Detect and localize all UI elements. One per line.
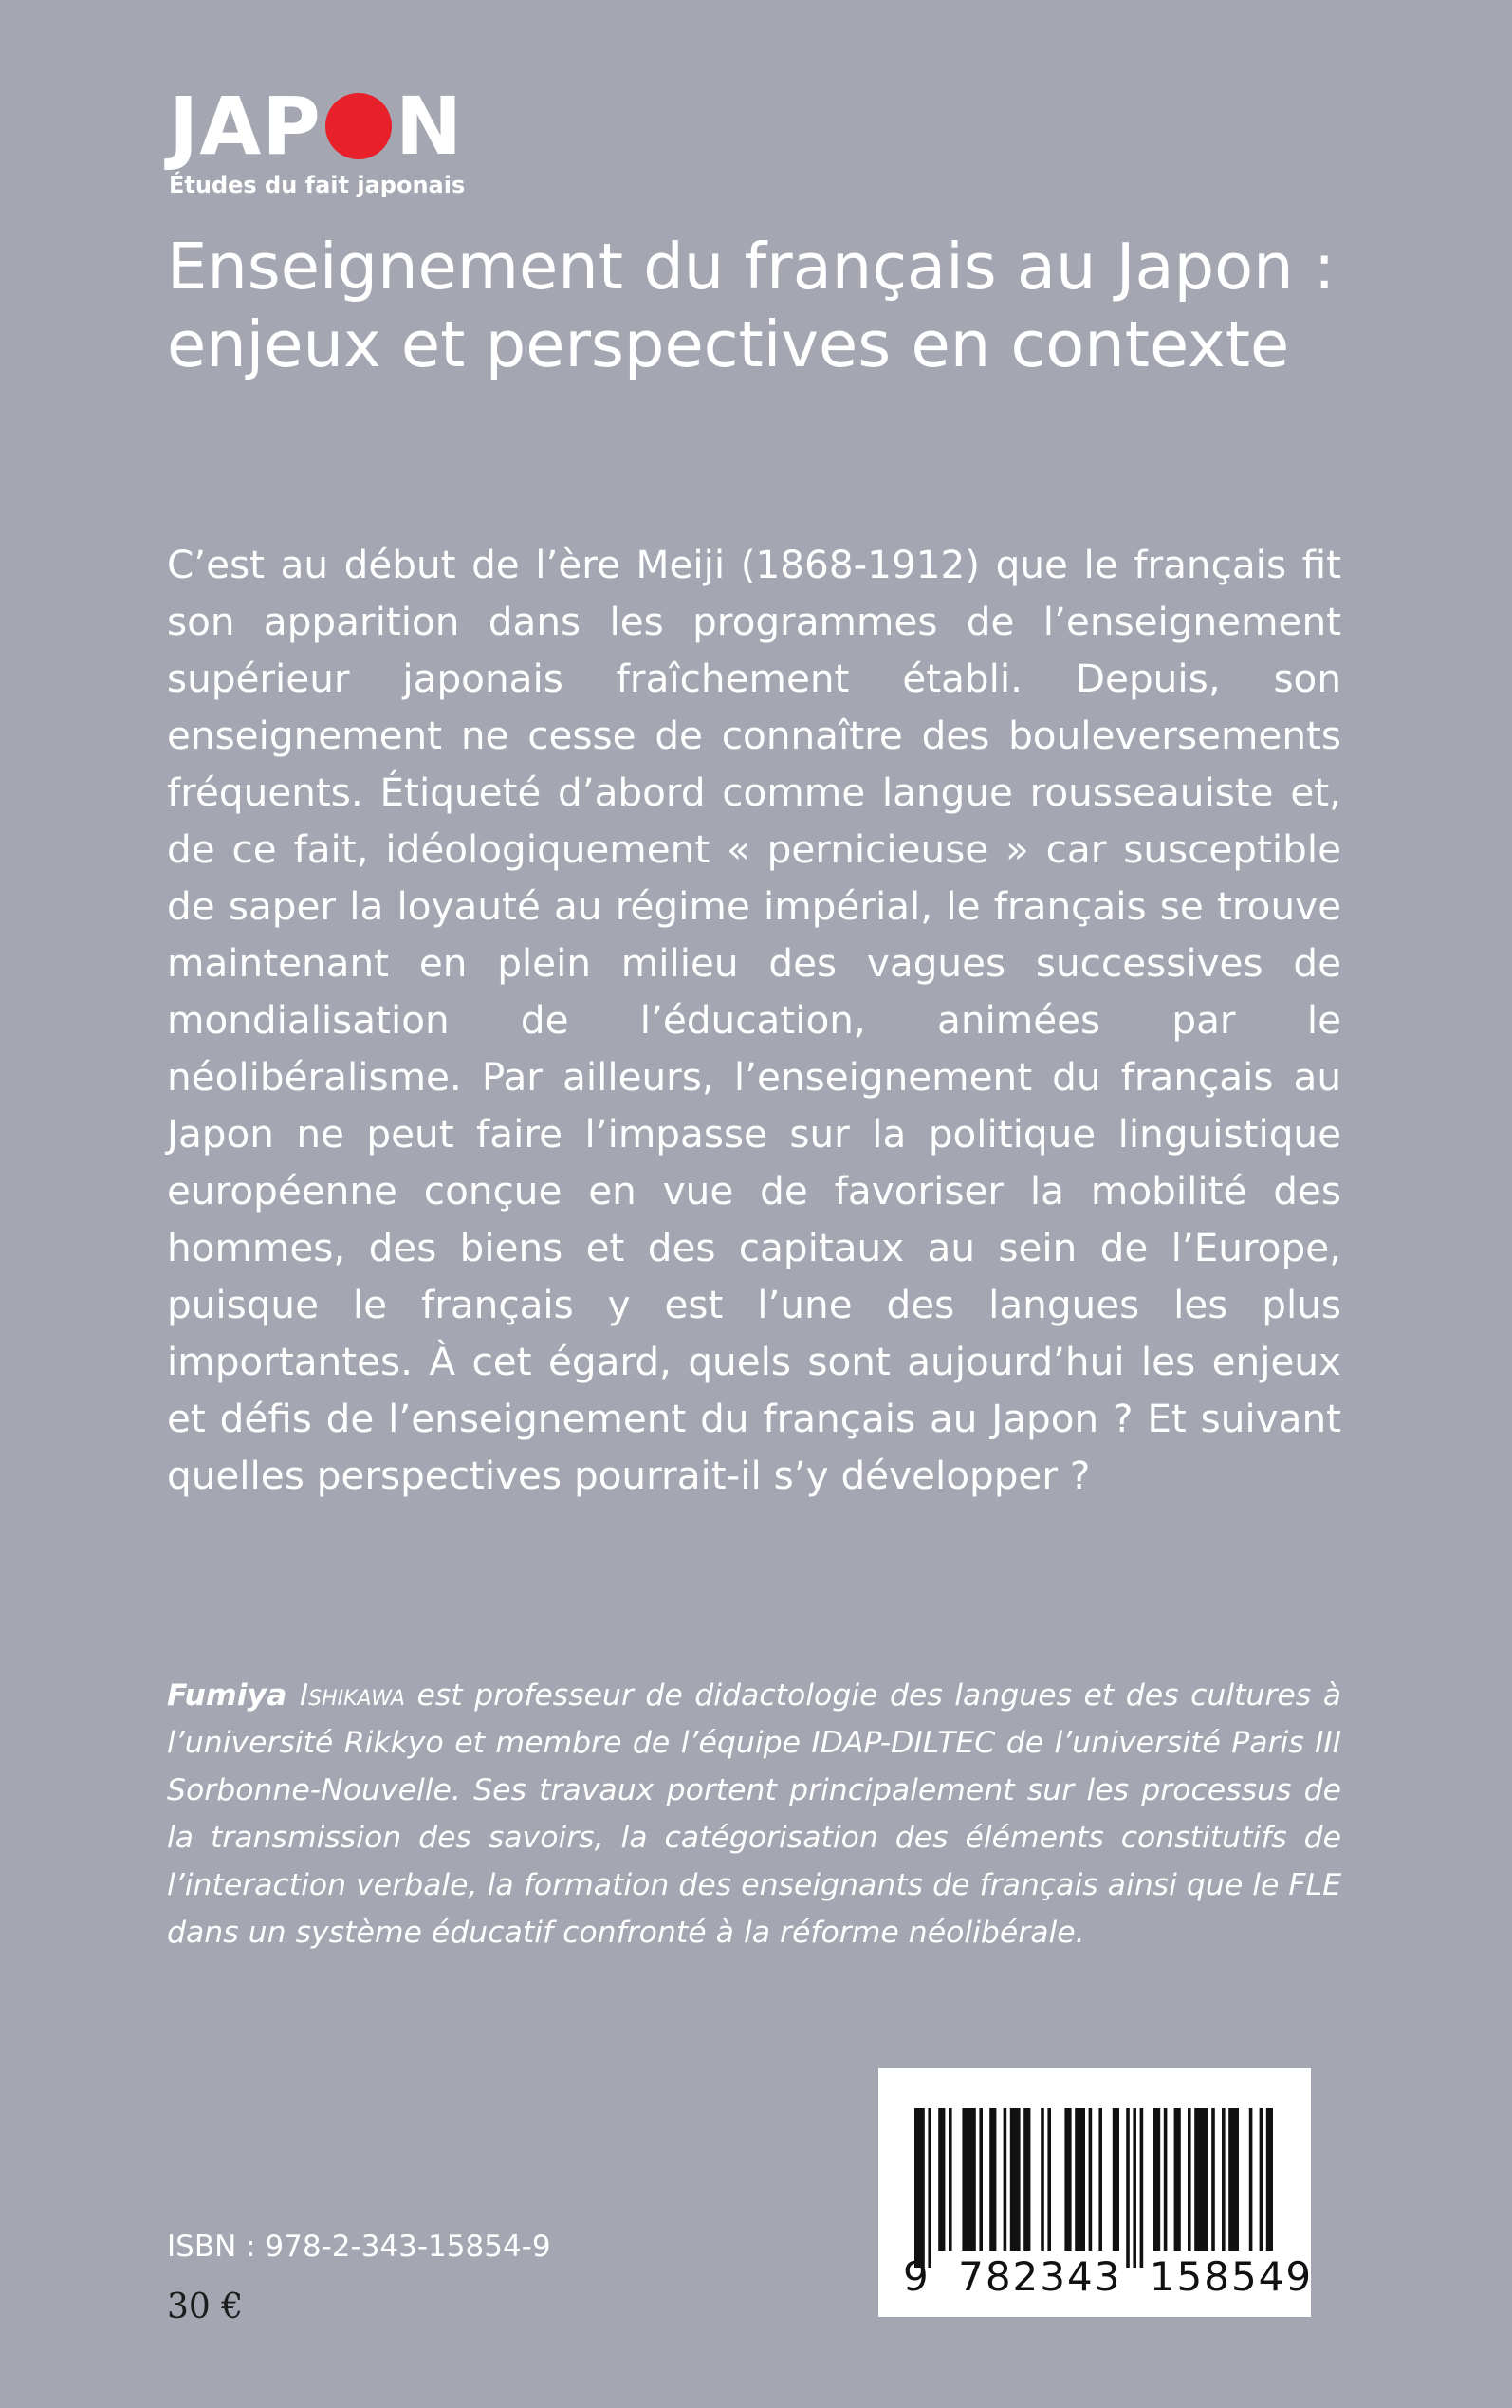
series-logo-wordmark [169,80,472,173]
barcode-first-digit: 9 [903,2253,931,2300]
series-subtitle: Études du fait japonais [169,172,466,198]
barcode-right-group: 158549 [1149,2253,1314,2300]
barcode-panel [878,2068,1314,2317]
author-first-name: Fumiya [167,1678,287,1713]
logo-text-start: JAP [169,80,322,173]
isbn-number: ISBN : 978-2-343-15854-9 [167,2230,551,2264]
author-bio-text: est professeur de didactologie des langues et des cultures à l’université Rikkyo et membre de l’équipe IDAP-DILTEC de l’université Paris III Sorbonne-Nouvelle. Ses travaux portent principalement sur les processus de la transmission des savoirs, la catégorisation des éléments constitutifs de l’interaction verbale, la formation des enseignants de français ainsi que le FLE dans un système éducatif confronté à la réforme néolibérale. [167,1678,1342,1950]
red-sun-dot-icon [325,93,392,159]
book-price: 30 € [167,2288,244,2326]
barcode-bars-icon [907,2108,1282,2269]
author-name [167,1678,405,1713]
book-title-line-2: enjeux et perspectives en contexte [167,307,1290,381]
logo-text-end: N [395,80,464,173]
author-last-name: Ishikawa [299,1678,405,1713]
book-title [167,228,1362,383]
series-logo [169,80,472,199]
author-biography [167,1672,1341,1956]
barcode-left-group: 782343 [958,2253,1122,2300]
barcode-digits [903,2253,1314,2300]
book-summary: C’est au début de l’ère Meiji (1868-1912) que le français fit son apparition dans les programmes de l’enseignement supérieur japonais fraîchement établi. Depuis, son enseignement ne cesse de connaître des bouleversements fréquents. Étiqueté d’abord comme langue rousseauiste et, de ce fait, idéologiquement « pernicieuse » car susceptible de saper la loyauté au régime impérial, le français se trouve maintenant en plein milieu des vagues successives de mondialisation de l’éducation, animées par le néolibéralisme. Par ailleurs, l’enseignement du français au Japon ne peut faire l’impasse sur la politique linguistique européenne conçue en vue de favoriser la mobilité des hommes, des biens et des capitaux au sein de l’Europe, puisque le français y est l’une des langues les plus importantes. À cet égard, quels sont aujourd’hui les enjeux et défis de l’enseignement du français au Japon ? Et suivant quelles perspectives pourrait-il s’y développer ? [167,542,1341,1498]
book-title-line-1: Enseignement du français au Japon : [167,230,1336,304]
